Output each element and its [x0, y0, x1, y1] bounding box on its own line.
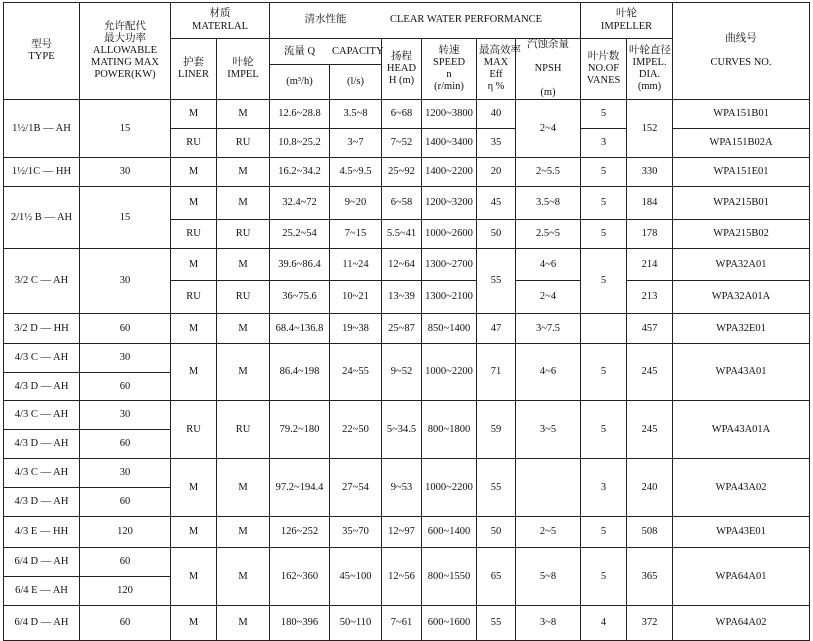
cell-speed: 1000~2200 — [422, 459, 477, 517]
cell-impel: M — [217, 459, 270, 517]
cell-speed: 600~1600 — [422, 606, 477, 641]
cell-flow-ls: 22~50 — [330, 401, 382, 459]
cell-dia: 152 — [627, 100, 673, 158]
cell-flow-m3h: 12.6~28.8 — [270, 100, 330, 129]
cell-flow-m3h: 97.2~194.4 — [270, 459, 330, 517]
header-type: 型号 TYPE — [4, 3, 80, 100]
cell-liner: M — [171, 344, 217, 401]
cell-npsh: 3~8 — [516, 606, 581, 641]
table-row — [4, 548, 810, 577]
cell-npsh: 2.5~5 — [516, 220, 581, 249]
table-row — [4, 249, 810, 281]
cell-type: 3/2 D — HH — [4, 314, 80, 344]
cell-impel: M — [217, 100, 270, 129]
cell-eff: 55 — [477, 249, 516, 314]
cell-head: 25~87 — [382, 314, 422, 344]
cell-flow-m3h: 36~75.6 — [270, 281, 330, 314]
header-impeller: 叶轮 IMPELLER — [581, 3, 673, 39]
cell-impel: M — [217, 158, 270, 187]
cell-dia: 365 — [627, 548, 673, 606]
cell-flow-ls: 45~100 — [330, 548, 382, 606]
cell-power: 60 — [80, 373, 171, 401]
cell-flow-m3h: 162~360 — [270, 548, 330, 606]
cell-flow-ls: 3~7 — [330, 129, 382, 158]
cell-liner: M — [171, 548, 217, 606]
cell-curve: WPA215B02 — [673, 220, 810, 249]
table-row — [4, 401, 810, 430]
cell-curve: WPA151B01 — [673, 100, 810, 129]
cell-liner: M — [171, 100, 217, 129]
header-curve: 曲线号 CURVES NO. — [673, 3, 810, 100]
header-dia: 叶轮直径 IMPEL. DIA. (mm) — [627, 39, 673, 100]
pump-performance-table — [3, 2, 810, 641]
table-row — [4, 100, 810, 129]
cell-eff: 20 — [477, 158, 516, 187]
cell-npsh: 3.5~8 — [516, 187, 581, 220]
cell-power: 60 — [80, 488, 171, 517]
table-row — [4, 606, 810, 641]
cell-liner: RU — [171, 129, 217, 158]
cell-npsh: 2~5.5 — [516, 158, 581, 187]
cell-power: 30 — [80, 344, 171, 373]
cell-liner: M — [171, 158, 217, 187]
cell-dia: 508 — [627, 517, 673, 548]
header-power: 允许配代 最大功率 ALLOWABLE MATING MAX POWER(KW) — [80, 3, 171, 100]
header-speed: 转速 SPEED n (r/min) — [422, 39, 477, 100]
cell-liner: M — [171, 314, 217, 344]
cell-curve: WPA43A02 — [673, 459, 810, 517]
cell-speed: 1200~3200 — [422, 187, 477, 220]
cell-npsh: 4~6 — [516, 249, 581, 281]
cell-power: 60 — [80, 548, 171, 577]
table-row — [4, 344, 810, 373]
cell-type: 6/4 D — AH — [4, 548, 80, 577]
cell-dia: 178 — [627, 220, 673, 249]
cell-flow-m3h: 39.6~86.4 — [270, 249, 330, 281]
cell-eff: 65 — [477, 548, 516, 606]
header-vanes: 叶片数 NO.OF VANES — [581, 39, 627, 100]
table-row — [4, 459, 810, 488]
cell-head: 25~92 — [382, 158, 422, 187]
cell-dia: 214 — [627, 249, 673, 281]
cell-flow-ls: 27~54 — [330, 459, 382, 517]
cell-type: 4/3 D — AH — [4, 373, 80, 401]
cell-flow-m3h: 68.4~136.8 — [270, 314, 330, 344]
cell-speed: 600~1400 — [422, 517, 477, 548]
cell-power: 120 — [80, 577, 171, 606]
header-head: 扬程 HEAD H (m) — [382, 39, 422, 100]
cell-vanes: 5 — [581, 344, 627, 401]
cell-dia: 372 — [627, 606, 673, 641]
header-liner: 护套 LINER — [171, 39, 217, 100]
cell-curve: WPA151E01 — [673, 158, 810, 187]
cell-npsh: 5~8 — [516, 548, 581, 606]
cell-flow-ls: 4.5~9.5 — [330, 158, 382, 187]
cell-flow-ls: 19~38 — [330, 314, 382, 344]
cell-type: 4/3 C — AH — [4, 459, 80, 488]
cell-flow-m3h: 16.2~34.2 — [270, 158, 330, 187]
cell-type: 1½/1C — HH — [4, 158, 80, 187]
cell-dia: 240 — [627, 459, 673, 517]
cell-power: 15 — [80, 100, 171, 158]
cell-type: 4/3 D — AH — [4, 430, 80, 459]
cell-head: 13~39 — [382, 281, 422, 314]
cell-head: 5.5~41 — [382, 220, 422, 249]
cell-head: 6~58 — [382, 187, 422, 220]
cell-curve: WPA32E01 — [673, 314, 810, 344]
cell-flow-ls: 3.5~8 — [330, 100, 382, 129]
cell-vanes: 5 — [581, 548, 627, 606]
cell-power: 30 — [80, 249, 171, 314]
header-water-cn: 清水性能 — [270, 3, 382, 39]
cell-power: 30 — [80, 459, 171, 488]
cell-head: 7~52 — [382, 129, 422, 158]
cell-impel: RU — [217, 129, 270, 158]
cell-head: 12~64 — [382, 249, 422, 281]
cell-head: 9~52 — [382, 344, 422, 401]
cell-curve: WPA215B01 — [673, 187, 810, 220]
cell-flow-ls: 35~70 — [330, 517, 382, 548]
cell-liner: M — [171, 517, 217, 548]
pump-spec-sheet — [3, 2, 810, 641]
cell-npsh: 3~5 — [516, 401, 581, 459]
cell-impel: M — [217, 606, 270, 641]
cell-speed: 1000~2600 — [422, 220, 477, 249]
cell-eff: 50 — [477, 220, 516, 249]
cell-type: 1½/1B — AH — [4, 100, 80, 158]
cell-flow-ls: 9~20 — [330, 187, 382, 220]
cell-impel: M — [217, 314, 270, 344]
cell-impel: RU — [217, 401, 270, 459]
cell-power: 120 — [80, 517, 171, 548]
cell-speed: 800~1800 — [422, 401, 477, 459]
cell-dia: 245 — [627, 344, 673, 401]
cell-type: 4/3 D — AH — [4, 488, 80, 517]
cell-type: 3/2 C — AH — [4, 249, 80, 314]
cell-npsh: 4~6 — [516, 344, 581, 401]
cell-type: 4/3 C — AH — [4, 344, 80, 373]
cell-npsh: 2~4 — [516, 100, 581, 158]
cell-power: 60 — [80, 606, 171, 641]
cell-speed: 1300~2700 — [422, 249, 477, 281]
cell-head: 7~61 — [382, 606, 422, 641]
cell-impel: M — [217, 548, 270, 606]
cell-vanes: 5 — [581, 220, 627, 249]
table-row — [4, 187, 810, 220]
table-row — [4, 314, 810, 344]
cell-flow-m3h: 126~252 — [270, 517, 330, 548]
cell-speed: 850~1400 — [422, 314, 477, 344]
cell-vanes: 5 — [581, 158, 627, 187]
cell-curve: WPA43A01A — [673, 401, 810, 459]
header-impel: 叶轮 IMPEL — [217, 39, 270, 100]
cell-eff: 55 — [477, 459, 516, 517]
table-row — [4, 158, 810, 187]
cell-type: 4/3 E — HH — [4, 517, 80, 548]
header-flow-unit-ls: (l/s) — [330, 65, 382, 100]
cell-vanes: 5 — [581, 187, 627, 220]
cell-npsh: 2~5 — [516, 517, 581, 548]
cell-eff: 55 — [477, 606, 516, 641]
cell-flow-m3h: 10.8~25.2 — [270, 129, 330, 158]
cell-vanes: 3 — [581, 459, 627, 517]
cell-vanes: 5 — [581, 401, 627, 459]
cell-liner: RU — [171, 401, 217, 459]
cell-head: 9~53 — [382, 459, 422, 517]
cell-vanes: 5 — [581, 249, 627, 314]
cell-curve: WPA32A01 — [673, 249, 810, 281]
header-eff: 最高效率 MAX Eff η % — [477, 39, 516, 100]
cell-eff: 71 — [477, 344, 516, 401]
cell-flow-ls: 11~24 — [330, 249, 382, 281]
cell-liner: M — [171, 459, 217, 517]
cell-liner: M — [171, 606, 217, 641]
cell-vanes: 3 — [581, 129, 627, 158]
cell-flow-m3h: 32.4~72 — [270, 187, 330, 220]
cell-curve: WPA151B02A — [673, 129, 810, 158]
cell-type: 2/1½ B — AH — [4, 187, 80, 249]
cell-impel: M — [217, 517, 270, 548]
cell-curve: WPA64A02 — [673, 606, 810, 641]
cell-liner: RU — [171, 281, 217, 314]
cell-curve: WPA43A01 — [673, 344, 810, 401]
cell-curve: WPA64A01 — [673, 548, 810, 606]
cell-speed: 1200~3800 — [422, 100, 477, 129]
cell-flow-ls: 24~55 — [330, 344, 382, 401]
cell-eff: 59 — [477, 401, 516, 459]
cell-eff: 47 — [477, 314, 516, 344]
table-body — [4, 100, 810, 641]
cell-speed: 1300~2100 — [422, 281, 477, 314]
cell-liner: M — [171, 187, 217, 220]
cell-npsh: 3~7.5 — [516, 314, 581, 344]
header-capacity: CAPACITY — [330, 39, 382, 65]
cell-impel: M — [217, 344, 270, 401]
cell-flow-m3h: 180~396 — [270, 606, 330, 641]
cell-head: 5~34.5 — [382, 401, 422, 459]
cell-impel: M — [217, 249, 270, 281]
cell-curve: WPA43E01 — [673, 517, 810, 548]
header-material: 材质 MATERLAL — [171, 3, 270, 39]
cell-vanes — [581, 314, 627, 344]
cell-flow-m3h: 79.2~180 — [270, 401, 330, 459]
cell-vanes: 4 — [581, 606, 627, 641]
cell-impel: RU — [217, 281, 270, 314]
cell-type: 4/3 C — AH — [4, 401, 80, 430]
cell-speed: 1000~2200 — [422, 344, 477, 401]
cell-type: 6/4 D — AH — [4, 606, 80, 641]
cell-dia: 457 — [627, 314, 673, 344]
cell-dia: 213 — [627, 281, 673, 314]
header-flow-unit-m3h: (m³/h) — [270, 65, 330, 100]
cell-head: 12~97 — [382, 517, 422, 548]
cell-flow-ls: 7~15 — [330, 220, 382, 249]
cell-eff: 40 — [477, 100, 516, 129]
header-water-en: CLEAR WATER PERFORMANCE — [382, 3, 581, 39]
cell-impel: M — [217, 187, 270, 220]
cell-liner: M — [171, 249, 217, 281]
cell-eff: 35 — [477, 129, 516, 158]
cell-type: 6/4 E — AH — [4, 577, 80, 606]
cell-npsh: 2~4 — [516, 281, 581, 314]
cell-head: 12~56 — [382, 548, 422, 606]
cell-curve: WPA32A01A — [673, 281, 810, 314]
cell-flow-m3h: 86.4~198 — [270, 344, 330, 401]
cell-power: 60 — [80, 314, 171, 344]
cell-vanes: 5 — [581, 100, 627, 129]
cell-npsh — [516, 459, 581, 517]
table-row — [4, 517, 810, 548]
cell-flow-m3h: 25.2~54 — [270, 220, 330, 249]
cell-speed: 1400~2200 — [422, 158, 477, 187]
cell-flow-ls: 50~110 — [330, 606, 382, 641]
cell-power: 30 — [80, 158, 171, 187]
cell-vanes: 5 — [581, 517, 627, 548]
cell-dia: 330 — [627, 158, 673, 187]
cell-head: 6~68 — [382, 100, 422, 129]
cell-power: 15 — [80, 187, 171, 249]
cell-impel: RU — [217, 220, 270, 249]
cell-speed: 1400~3400 — [422, 129, 477, 158]
cell-flow-ls: 10~21 — [330, 281, 382, 314]
cell-speed: 800~1550 — [422, 548, 477, 606]
table-header — [4, 3, 810, 100]
header-npsh: 汽蚀余量 NPSH (m) — [516, 39, 581, 100]
cell-dia: 245 — [627, 401, 673, 459]
header-flow: 流量 Q — [270, 39, 330, 65]
cell-dia: 184 — [627, 187, 673, 220]
cell-eff: 45 — [477, 187, 516, 220]
cell-eff: 50 — [477, 517, 516, 548]
cell-power: 30 — [80, 401, 171, 430]
cell-liner: RU — [171, 220, 217, 249]
cell-power: 60 — [80, 430, 171, 459]
